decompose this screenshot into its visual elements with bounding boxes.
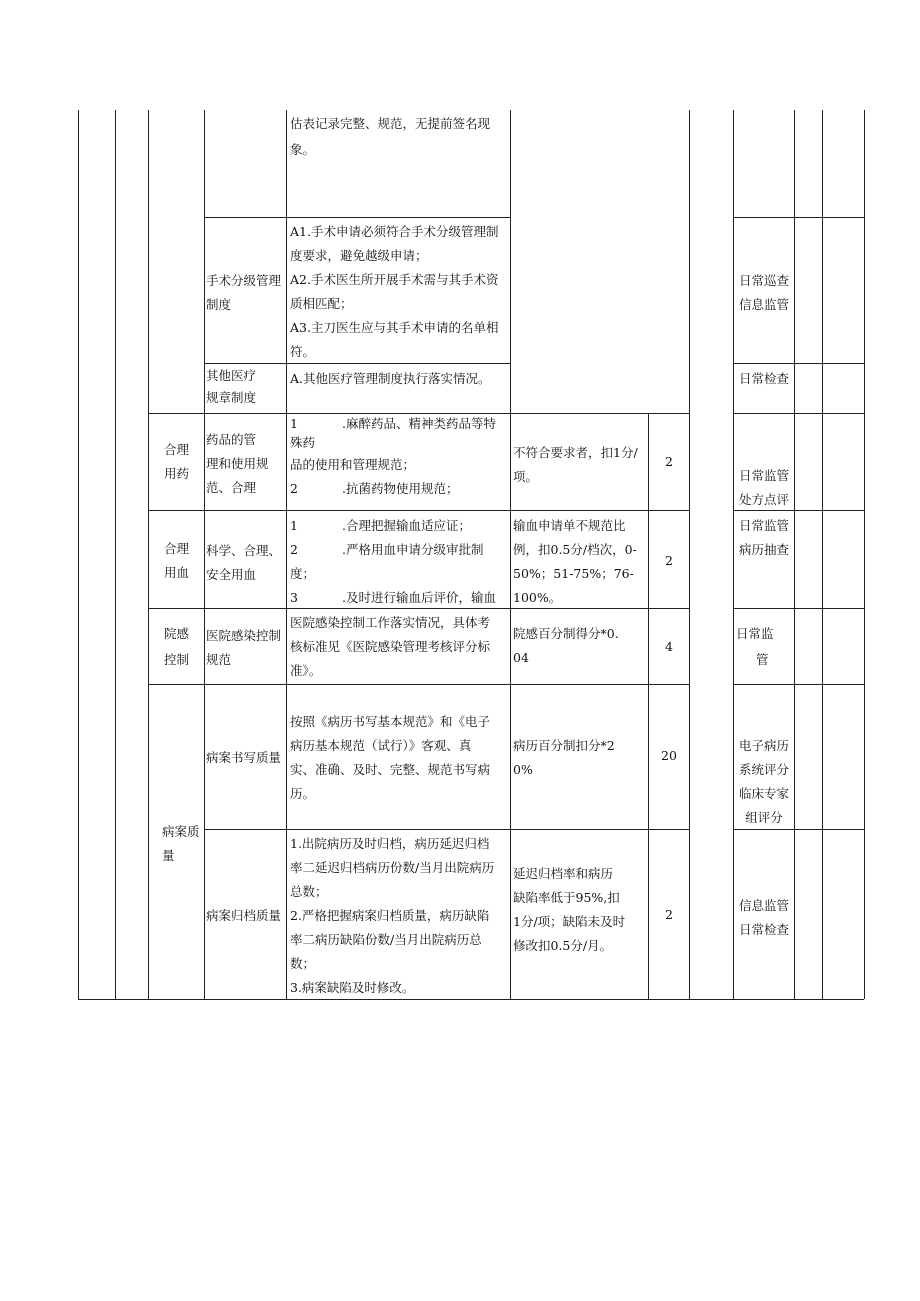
grid-line xyxy=(864,110,865,999)
writing-method-line-3: 临床专家 xyxy=(738,786,789,801)
archive-item: 病案归档质量 xyxy=(206,908,282,923)
other-item-line-2: 规章制度 xyxy=(206,390,257,405)
blood-item-line-2: 安全用血 xyxy=(206,567,257,582)
writing-scoring-line-1: 病历百分制扣分*2 xyxy=(513,738,615,753)
surgery-method-line-2: 信息监管 xyxy=(738,297,789,312)
blood-category-line-2: 用血 xyxy=(163,565,189,580)
blood-standard-line-4: .及时进行输血后评价，输血 xyxy=(342,590,496,605)
grid-line xyxy=(286,110,287,999)
surgery-item-line-2: 制度 xyxy=(206,297,232,312)
records-category-line-2: 量 xyxy=(162,848,175,863)
grid-line xyxy=(78,110,79,999)
infection-scoring-line-2: 04 xyxy=(513,650,529,665)
grid-line xyxy=(148,510,689,511)
blood-scoring-line-3: 50%；51-75%；76- xyxy=(513,566,634,581)
archive-standard-line-1: 1.出院病历及时归档，病历延迟归档 xyxy=(290,836,490,851)
surgery-standard-line-6: 符。 xyxy=(290,344,316,359)
infection-scoring-line-1: 院感百分制得分*0. xyxy=(513,626,619,641)
grid-line xyxy=(204,217,510,218)
grid-line xyxy=(204,829,689,830)
archive-standard-line-4: 2.严格把握病案归档质量，病历缺陷 xyxy=(290,908,490,923)
blood-standard-line-3: 度； xyxy=(290,566,316,581)
blood-points: 2 xyxy=(665,553,673,568)
drug-points: 2 xyxy=(665,454,673,469)
blood-item-line-1: 科学、合理、 xyxy=(206,543,282,558)
drug-category-line-2: 用药 xyxy=(163,466,189,481)
other-standard: A.其他医疗管理制度执行落实情况。 xyxy=(290,371,491,386)
infection-method-line-1: 日常监 xyxy=(736,626,774,641)
infection-standard-line-3: 准》。 xyxy=(290,663,322,678)
grid-line xyxy=(733,608,864,609)
blood-method-line-2: 病历抽查 xyxy=(738,542,789,557)
drug-item-line-3: 范、合理 xyxy=(206,480,257,495)
surgery-standard-line-2: 度要求，避免越级申请； xyxy=(290,248,428,263)
drug-item-line-2: 理和使用规 xyxy=(206,456,269,471)
drug-standard-num-1: 1 xyxy=(290,416,298,431)
other-item-line-1: 其他医疗 xyxy=(206,368,257,383)
surgery-standard-line-3: A2.手术医生所开展手术需与其手术资 xyxy=(290,272,499,287)
other-method: 日常检查 xyxy=(738,371,789,386)
surgery-method-line-1: 日常巡查 xyxy=(738,273,789,288)
archive-standard-line-7: 3.病案缺陷及时修改。 xyxy=(290,980,415,995)
grid-line xyxy=(204,110,205,999)
writing-standard-line-3: 实、准确、及时、完整、规范书写病 xyxy=(290,762,491,777)
archive-method-line-2: 日常检查 xyxy=(738,922,789,937)
drug-scoring-line-2: 项。 xyxy=(513,469,539,484)
blood-standard-num-2: 2 xyxy=(290,542,298,557)
writing-standard-line-1: 按照《病历书写基本规范》和《电子 xyxy=(290,714,491,729)
surgery-standard-line-1: A1.手术申请必须符合手术分级管理制 xyxy=(290,224,499,239)
archive-scoring-line-1: 延迟归档率和病历 xyxy=(513,866,614,881)
surgery-standard-line-5: A3.主刀医生应与其手术申请的名单相 xyxy=(290,320,499,335)
infection-category-line-1: 院感 xyxy=(163,626,189,641)
blood-standard-line-2: .严格用血申请分级审批制 xyxy=(342,542,484,557)
archive-scoring-line-4: 修改扣0.5分/月。 xyxy=(513,938,613,953)
drug-standard-num-2: 2 xyxy=(290,481,298,496)
blood-standard-line-1: .合理把握输血适应证； xyxy=(342,518,471,533)
drug-scoring-line-1: 不符合要求者，扣1分/ xyxy=(513,445,638,460)
infection-standard-line-2: 核标准见《医院感染管理考核评分标 xyxy=(290,639,491,654)
grid-line xyxy=(822,110,823,999)
drug-method-line-2: 处方点评 xyxy=(738,492,789,507)
grid-line xyxy=(733,363,864,364)
archive-method-line-1: 信息监管 xyxy=(738,898,789,913)
archive-scoring-line-3: 1分/项；缺陷未及时 xyxy=(513,914,626,929)
archive-standard-line-6: 数； xyxy=(290,956,316,971)
grid-line xyxy=(148,684,689,685)
drug-standard-line-1: .麻醉药品、精神类药品等特 xyxy=(342,416,496,431)
writing-standard-line-4: 历。 xyxy=(290,786,316,801)
grid-line xyxy=(733,217,864,218)
archive-standard-line-3: 总数； xyxy=(290,884,328,899)
blood-scoring-line-2: 例，扣0.5分/档次，0- xyxy=(513,542,637,557)
blood-scoring-line-1: 输血申请单不规范比 xyxy=(513,518,626,533)
drug-item-line-1: 药品的管 xyxy=(206,432,257,447)
infection-points: 4 xyxy=(665,639,673,654)
row0-standard-line-2: 象。 xyxy=(290,142,316,157)
grid-line xyxy=(78,999,864,1000)
blood-category-line-1: 合理 xyxy=(163,541,189,556)
records-category-line-1: 病案质 xyxy=(162,824,200,839)
infection-standard-line-1: 医院感染控制工作落实情况，具体考 xyxy=(290,615,491,630)
writing-method-line-4: 组评分 xyxy=(745,810,783,825)
grid-line xyxy=(733,413,864,414)
drug-category-line-1: 合理 xyxy=(163,442,189,457)
blood-standard-num-3: 3 xyxy=(290,590,298,605)
writing-method-line-1: 电子病历 xyxy=(738,738,789,753)
surgery-item-line-1: 手术分级管理 xyxy=(206,273,282,288)
archive-standard-line-2: 率二延迟归档病历份数/当月出院病历 xyxy=(290,860,495,875)
infection-method-line-2: 管 xyxy=(756,652,769,667)
drug-standard-line-4: .抗菌药物使用规范； xyxy=(342,481,459,496)
infection-category-line-2: 控制 xyxy=(163,652,189,667)
writing-points: 20 xyxy=(661,748,677,763)
archive-points: 2 xyxy=(665,907,673,922)
drug-standard-line-2: 殊药 xyxy=(290,435,316,450)
grid-line xyxy=(689,110,690,999)
writing-standard-line-2: 病历基本规范（试行）》客观、真 xyxy=(290,738,472,753)
grid-line xyxy=(510,110,511,999)
grid-line xyxy=(115,110,116,999)
archive-standard-line-5: 率二病历缺陷份数/当月出院病历总 xyxy=(290,932,482,947)
writing-method-line-2: 系统评分 xyxy=(738,762,789,777)
surgery-standard-line-4: 质相匹配； xyxy=(290,296,353,311)
blood-scoring-line-4: 100%。 xyxy=(513,590,562,605)
archive-scoring-line-2: 缺陷率低于95%,扣 xyxy=(513,890,620,905)
grid-line xyxy=(733,684,864,685)
infection-item-line-2: 规范 xyxy=(206,652,232,667)
grid-line xyxy=(794,110,795,999)
row0-standard-line-1: 估表记录完整、规范，无提前签名现 xyxy=(290,116,491,131)
infection-item-line-1: 医院感染控制 xyxy=(206,628,282,643)
drug-method-line-1: 日常监管 xyxy=(738,468,789,483)
writing-scoring-line-2: 0% xyxy=(513,762,533,777)
drug-standard-line-3: 品的使用和管理规范； xyxy=(290,457,416,472)
blood-method-line-1: 日常监管 xyxy=(738,518,789,533)
blood-standard-num-1: 1 xyxy=(290,518,298,533)
writing-item: 病案书写质量 xyxy=(206,750,282,765)
